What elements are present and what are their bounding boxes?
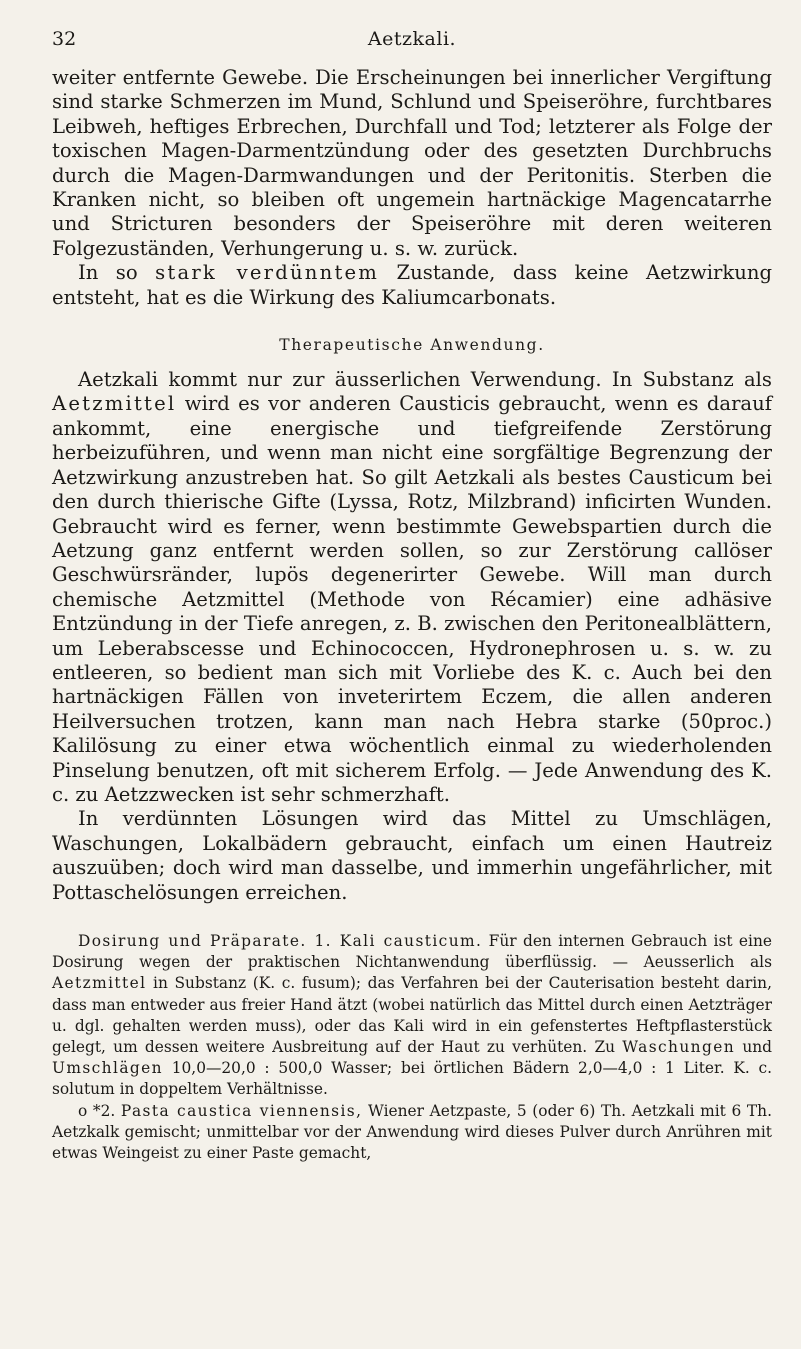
text-run: und [735, 1038, 772, 1057]
emphasis-text: Kali causticum. [339, 932, 483, 950]
emphasis-text: Aetzmittel [52, 392, 177, 416]
text-run: in Substanz (K. c. fusum); das Verfahren bei der Cauterisation besteht darin, dass man entweder aus freier Hand ätzt (wobei natürlich das Mittel durch einen Aetzträger u. dgl. gehalten werden muss), oder das Kali wird in ein gefenstertes Heftpflasterstück gelegt, um dessen weitere Ausbreitung auf der Haut zu verhüten. Zu [52, 974, 772, 1057]
paragraph-dosage-kali [52, 931, 772, 1101]
text-run: In so [78, 261, 156, 285]
emphasis-text: Waschungen [622, 1038, 736, 1057]
emphasis-text: stark verdünntem [155, 261, 380, 285]
dosage-section [52, 931, 772, 1164]
paragraph-solutions: In verdünnten Lösungen wird das Mittel zu Umschlägen, Waschungen, Lokalbädern gebraucht, einfach um einen Hautreiz auszuüben; doch wird man dasselbe, und immerhin ungefährlicher, mit Pottaschelösungen erreichen. [52, 807, 772, 904]
document-page [52, 28, 772, 1164]
section-heading: Therapeutische Anwendung. [279, 336, 545, 355]
emphasis-text: Aetzmittel [52, 974, 147, 993]
text-run: Zustande, dass keine Aetzwirkung entsteht, hat es die Wirkung des Kaliumcarbonats. [52, 261, 772, 309]
paragraph-therapy [52, 368, 772, 807]
text-run: wird es vor anderen Causticis gebraucht, wenn es darauf ankommt, eine energische und tiefgreifende Zerstörung herbeizuführen, und wenn man nicht eine sorgfältige Begrenzung der Aetzwirkung anzustreben hat. So gilt Aetzkali als bestes Causticum bei den durch thierische Gifte (Lyssa, Rotz, Milzbrand) inficirten Wunden. Gebraucht wird es ferner, wenn bestimmte Gewebspartien durch die Aetzung ganz entfernt werden sollen, so zur Zerstörung callöser Geschwürsränder, lupös degenerirter Gewebe. Will man durch chemische Aetzmittel (Methode von Récamier) eine adhäsive Entzündung in der Tiefe anregen, z. B. zwischen den Peritonealblättern, um Leberabscesse und Echinococcen, Hydronephrosen u. s. w. zu entleeren, so bedient man sich mit Vorliebe des K. c. Auch bei den hartnäckigen Fällen von inveterirtem Eczem, die allen anderen Heilversuchen trotzen, kann man nach Hebra starke (50proc.) Kalilösung zu einer etwa wöchentlich einmal zu wiederholenden Pinselung benutzen, oft mit sicherem Erfolg. — Jede Anwendung des K. c. zu Aetzzwecken ist sehr schmerzhaft. [52, 392, 772, 806]
text-run: Wiener Aetzpaste, 5 (oder 6) Th. Aetzkali mit 6 Th. Aetzkalk gemischt; unmittelbar vor der Anwendung wird dieses Pulver durch Anrühren mit etwas Weingeist zu einer Paste gemacht, [52, 1101, 772, 1163]
text-run: o *2. [78, 1101, 121, 1120]
main-text [52, 66, 772, 905]
text-run: Für den internen Gebrauch ist eine Dosirung wegen der praktischen Nichtanwendung überflüssig. — Aeusserlich als [52, 932, 772, 972]
text-run: Dosirung und Präparate. 1. [78, 932, 340, 950]
page-header [52, 28, 772, 66]
paragraph-dilution [52, 261, 772, 310]
emphasis-text: Pasta caustica viennensis, [120, 1101, 363, 1120]
text-run: 10,0—20,0 : 500,0 Wasser; bei örtlichen Bädern 2,0—4,0 : 1 Liter. K. c. solutum in doppeltem Verhältnisse. [52, 1059, 772, 1099]
paragraph-dosage-pasta [52, 1101, 772, 1165]
running-head: Aetzkali. [367, 28, 457, 50]
emphasis-text: Umschlägen [52, 1059, 163, 1078]
text-run: Aetzkali kommt nur zur äusserlichen Verwendung. In Substanz als [78, 368, 772, 392]
paragraph-intoxication: weiter entfernte Gewebe. Die Erscheinungen bei innerlicher Vergiftung sind starke Schmerzen im Mund, Schlund und Speiseröhre, furchtbares Leibweh, heftiges Erbrechen, Durchfall und Tod; letzterer als Folge der toxischen Magen-Darmentzündung oder des gesetzten Durchbruchs durch die Magen-Darmwandungen und der Peritonitis. Sterben die Kranken nicht, so bleiben oft ungemein hartnäckige Magencatarrhe und Stricturen besonders der Speiseröhre mit deren weiteren Folgezuständen, Verhungerung u. s. w. zurück. [52, 66, 772, 260]
page-number: 32 [52, 28, 77, 50]
